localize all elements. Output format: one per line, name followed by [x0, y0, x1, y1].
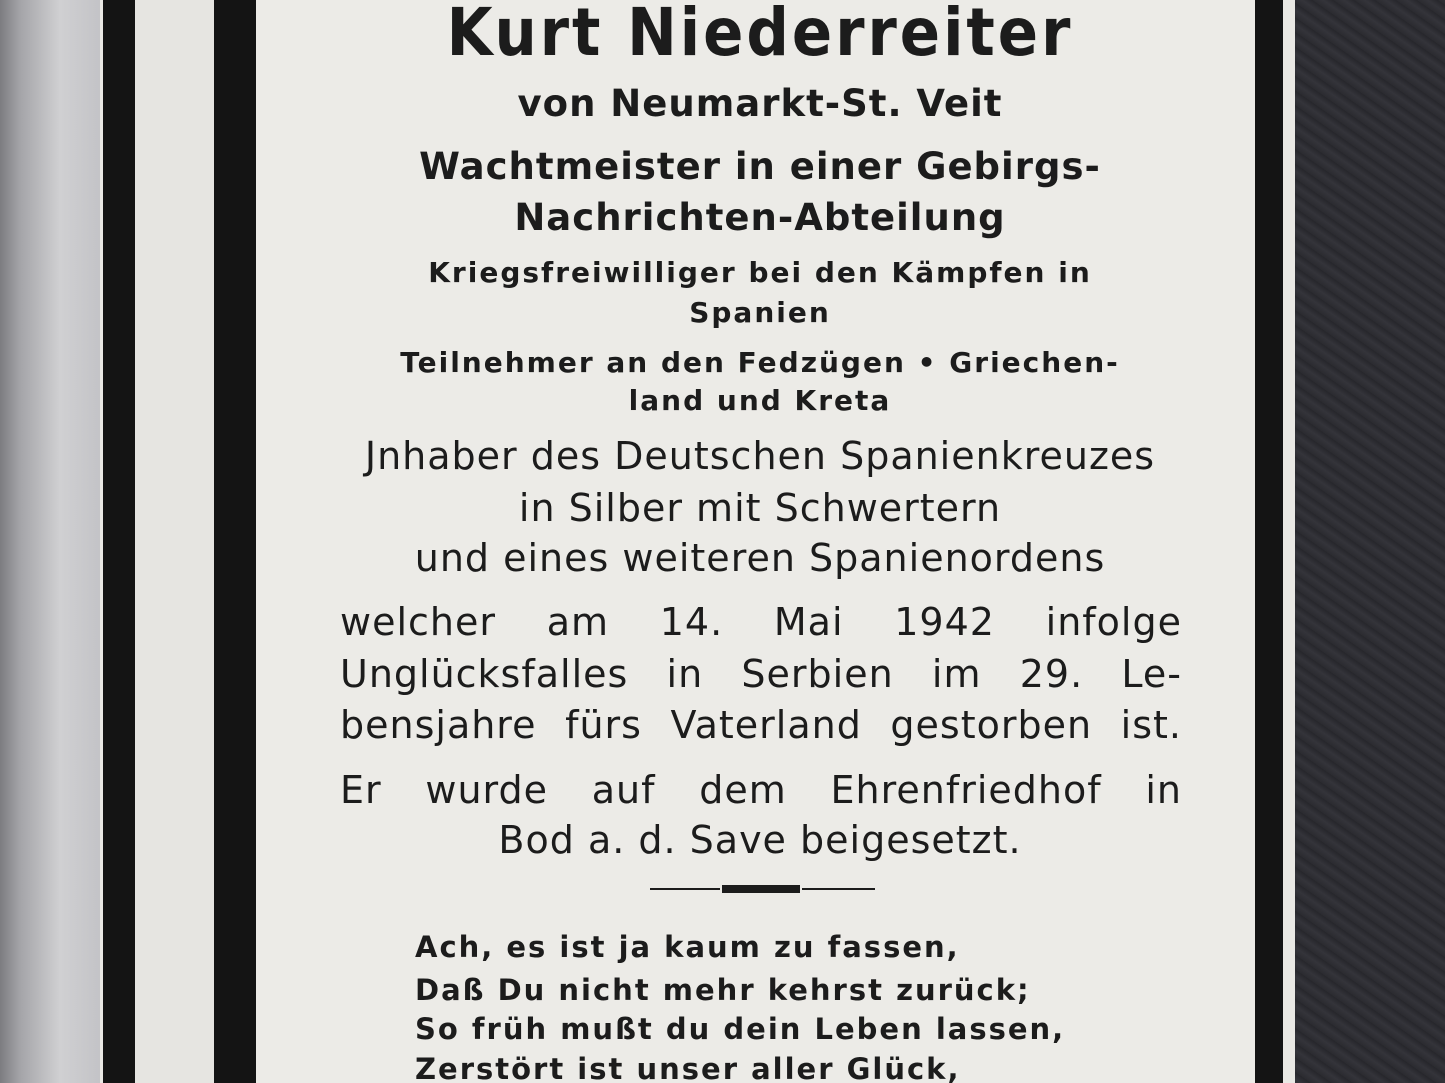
- award-line-3: und eines weiteren Spanienordens: [414, 536, 1106, 580]
- death-line-3: bensjahre fürs Vaterland gestorben ist.: [340, 703, 1182, 747]
- burial-line-1: Er wurde auf dem Ehrenfriedhof in: [340, 768, 1182, 812]
- deceased-name: Kurt Niederreiter: [446, 0, 1074, 71]
- volunteer-line-2: Spanien: [689, 296, 831, 329]
- poem-line-1: Ach, es ist ja kaum zu fassen,: [415, 930, 960, 964]
- burial-line-2: Bod a. d. Save beigesetzt.: [498, 818, 1022, 862]
- campaigns-line-1: Teilnehmer an den Fedzügen • Griechen-: [400, 346, 1120, 379]
- campaigns-line-2: land und Kreta: [628, 384, 892, 417]
- background-left: [0, 0, 110, 1083]
- background-right: [1290, 0, 1445, 1083]
- death-line-1: welcher am 14. Mai 1942 infolge: [340, 600, 1182, 644]
- poem-line-3: So früh mußt du dein Leben lassen,: [415, 1012, 1066, 1046]
- card-margin-strip: [135, 0, 214, 1083]
- mourning-border-outer: [103, 0, 135, 1083]
- death-line-2: Unglücksfalles in Serbien im 29. Le-: [340, 652, 1182, 696]
- ornamental-divider: [650, 884, 875, 894]
- award-line-1: Jnhaber des Deutschen Spanienkreuzes: [364, 434, 1156, 478]
- volunteer-line-1: Kriegsfreiwilliger bei den Kämpfen in: [428, 256, 1092, 289]
- poem-line-2: Daß Du nicht mehr kehrst zurück;: [415, 973, 1031, 1007]
- mourning-border-left: [214, 0, 256, 1083]
- notice-text: [300, 0, 1220, 1083]
- mourning-border-right: [1255, 0, 1283, 1083]
- rank-line-1: Wachtmeister in einer Gebirgs-: [419, 145, 1101, 188]
- rank-line-2: Nachrichten-Abteilung: [514, 196, 1006, 239]
- poem-line-4: Zerstört ist unser aller Glück,: [415, 1052, 961, 1083]
- origin-line: von Neumarkt-St. Veit: [517, 82, 1003, 125]
- award-line-2: in Silber mit Schwertern: [518, 486, 1002, 530]
